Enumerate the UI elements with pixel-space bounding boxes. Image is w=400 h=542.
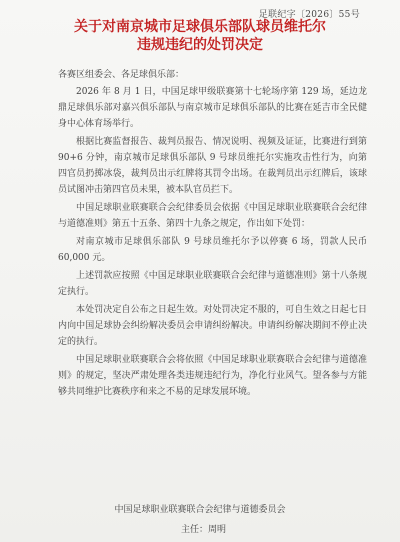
- paragraph-penalty: 对南京城市足球俱乐部队 9 号球员维托尔予以停赛 6 场，罚款人民币 60,000 元。: [58, 237, 367, 263]
- document-number: 足联纪字〔2026〕55号: [258, 10, 360, 20]
- paragraph-closing: 中国足球职业联赛联合会将依照《中国足球职业联赛联合会纪律与道德准则》的规定，坚决严肃处理各类违规违纪行为，净化行业风气。望各参与方能够共同维护比赛秩序和来之不易的足球发展环境。: [58, 355, 367, 397]
- paragraph-fine-rule: 上述罚款应按照《中国足球职业联赛联合会纪律与道德准则》第十八条规定执行。: [58, 271, 367, 297]
- title-line-1: 关于对南京城市足球俱乐部队球员维托尔: [74, 19, 326, 35]
- issuer-name: 中国足球职业联赛联合会纪律与道德委员会: [114, 505, 286, 515]
- document-body: [58, 67, 367, 400]
- document-title: [10, 18, 390, 54]
- signer-name: 主任：周明: [181, 525, 227, 535]
- paragraph-incident: 2026 年 8 月 1 日，中国足球甲级联赛第十七轮场序第 129 场，延边龙鼎足球俱乐部对嘉兴俱乐部队与南京城市足球俱乐部队的比赛在延吉市全民健身中心体育场举行。: [58, 87, 367, 129]
- paragraph-effective: 本处罚决定自公布之日起生效。对处罚决定不服的，可自生效之日起七日内向中国足球协会纠纷解决委员会申请纠纷解决。申请纠纷解决期间不停止决定的执行。: [58, 305, 367, 347]
- paragraph-facts: 根据比赛监督报告、裁判员报告、情况说明、视频及证证，比赛进行到第 90+6 分钟，南京城市足球俱乐部队 9 号球员维托尔实施攻击性行为，向第四官员扔掷冰袋，裁判员出示红牌将其罚令出场。在裁判员出示红牌后，该球员试图冲击第四官员未果，被本队官员拦下。: [58, 137, 367, 195]
- salutation: 各赛区组委会、各足球俱乐部：: [58, 70, 185, 80]
- title-line-2: 违规违纪的处罚决定: [137, 37, 263, 53]
- paragraph-basis: 中国足球职业联赛联合会纪律委员会依据《中国足球职业联赛联合会纪律与道德准则》第五十五条、第四十九条之规定，作出如下处罚：: [58, 203, 367, 229]
